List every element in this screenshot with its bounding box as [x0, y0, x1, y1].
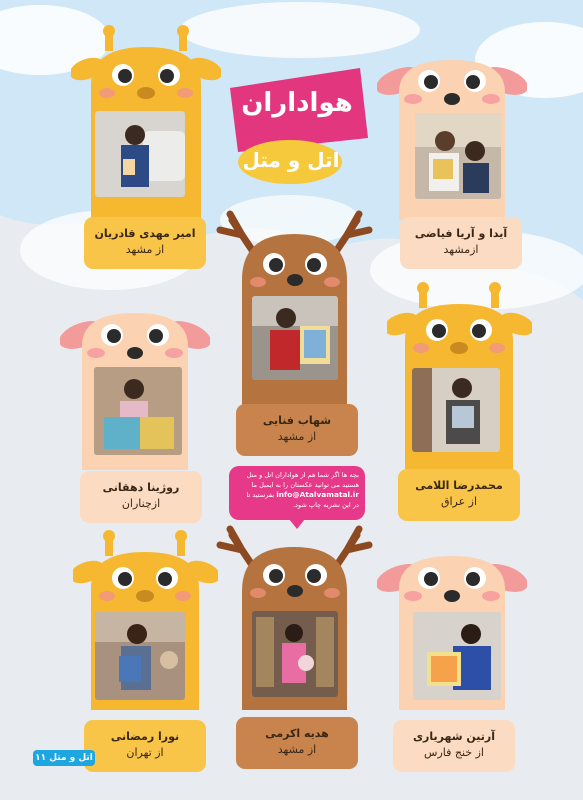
email-link[interactable]: info@Atalvamatal.ir [276, 490, 359, 499]
fan-city: از خنج فارس [424, 746, 484, 759]
fan-card [377, 55, 527, 270]
fan-photo [413, 612, 501, 700]
page-title: هواداران [241, 88, 353, 118]
fan-name-plate [84, 217, 206, 269]
fan-name-plate [84, 720, 206, 772]
fan-city: ازچناران [121, 497, 161, 510]
fan-name: شهاب فنایی [262, 414, 332, 427]
page-footer-label: اتل و متل ۱۱ [33, 750, 95, 766]
fan-city: از مشهد [277, 743, 317, 756]
fan-name-plate [398, 469, 520, 521]
info-line: در این نشریه چاپ شود. [292, 501, 359, 509]
fan-photo [95, 111, 185, 197]
fan-name-plate [236, 717, 358, 769]
fan-name-plate [80, 471, 202, 523]
fan-photo [252, 611, 338, 697]
fan-name: امیر مهدی قادریان [94, 227, 196, 240]
fan-card [212, 210, 377, 450]
fan-name: محمدرضا اللامی [415, 479, 503, 492]
fan-card [73, 530, 218, 775]
fan-name: روژینا دهقانی [102, 481, 180, 494]
info-line: بچه ها اگر شما هم از هواداران اتل و متل [246, 471, 359, 479]
fan-card [377, 550, 527, 775]
fan-city: از عراق [440, 495, 478, 508]
fan-photo [95, 612, 185, 700]
fan-city: از مشهد [277, 430, 317, 443]
title-banner [220, 60, 370, 190]
fan-card [71, 25, 221, 270]
fan-name: آیدا و آریا فیاضی [414, 227, 508, 240]
fan-name: نورا رمضانی [110, 730, 180, 743]
fan-photo [94, 367, 182, 455]
fan-photo [415, 113, 501, 199]
fan-card [387, 282, 532, 532]
fan-name: آرتین شهریاری [412, 730, 496, 743]
info-line: هستید می توانید عکستان را به ایمیل ما [251, 481, 359, 489]
fan-city: ازمشهد [443, 243, 479, 256]
fan-card [60, 305, 210, 525]
fan-photo [412, 368, 500, 452]
fan-name-plate [393, 720, 515, 772]
fan-photo [252, 296, 338, 380]
fan-city: از مشهد [125, 243, 165, 256]
fan-city: از تهران [126, 746, 164, 759]
page-subtitle: اتل و متل [242, 148, 340, 172]
fan-card [212, 525, 377, 770]
fan-name-plate [400, 217, 522, 269]
fan-name: هدیه اکرمی [265, 727, 329, 740]
fan-name-plate [236, 404, 358, 456]
submission-info-box [229, 466, 365, 520]
info-line: بفرستید تا [246, 491, 275, 499]
